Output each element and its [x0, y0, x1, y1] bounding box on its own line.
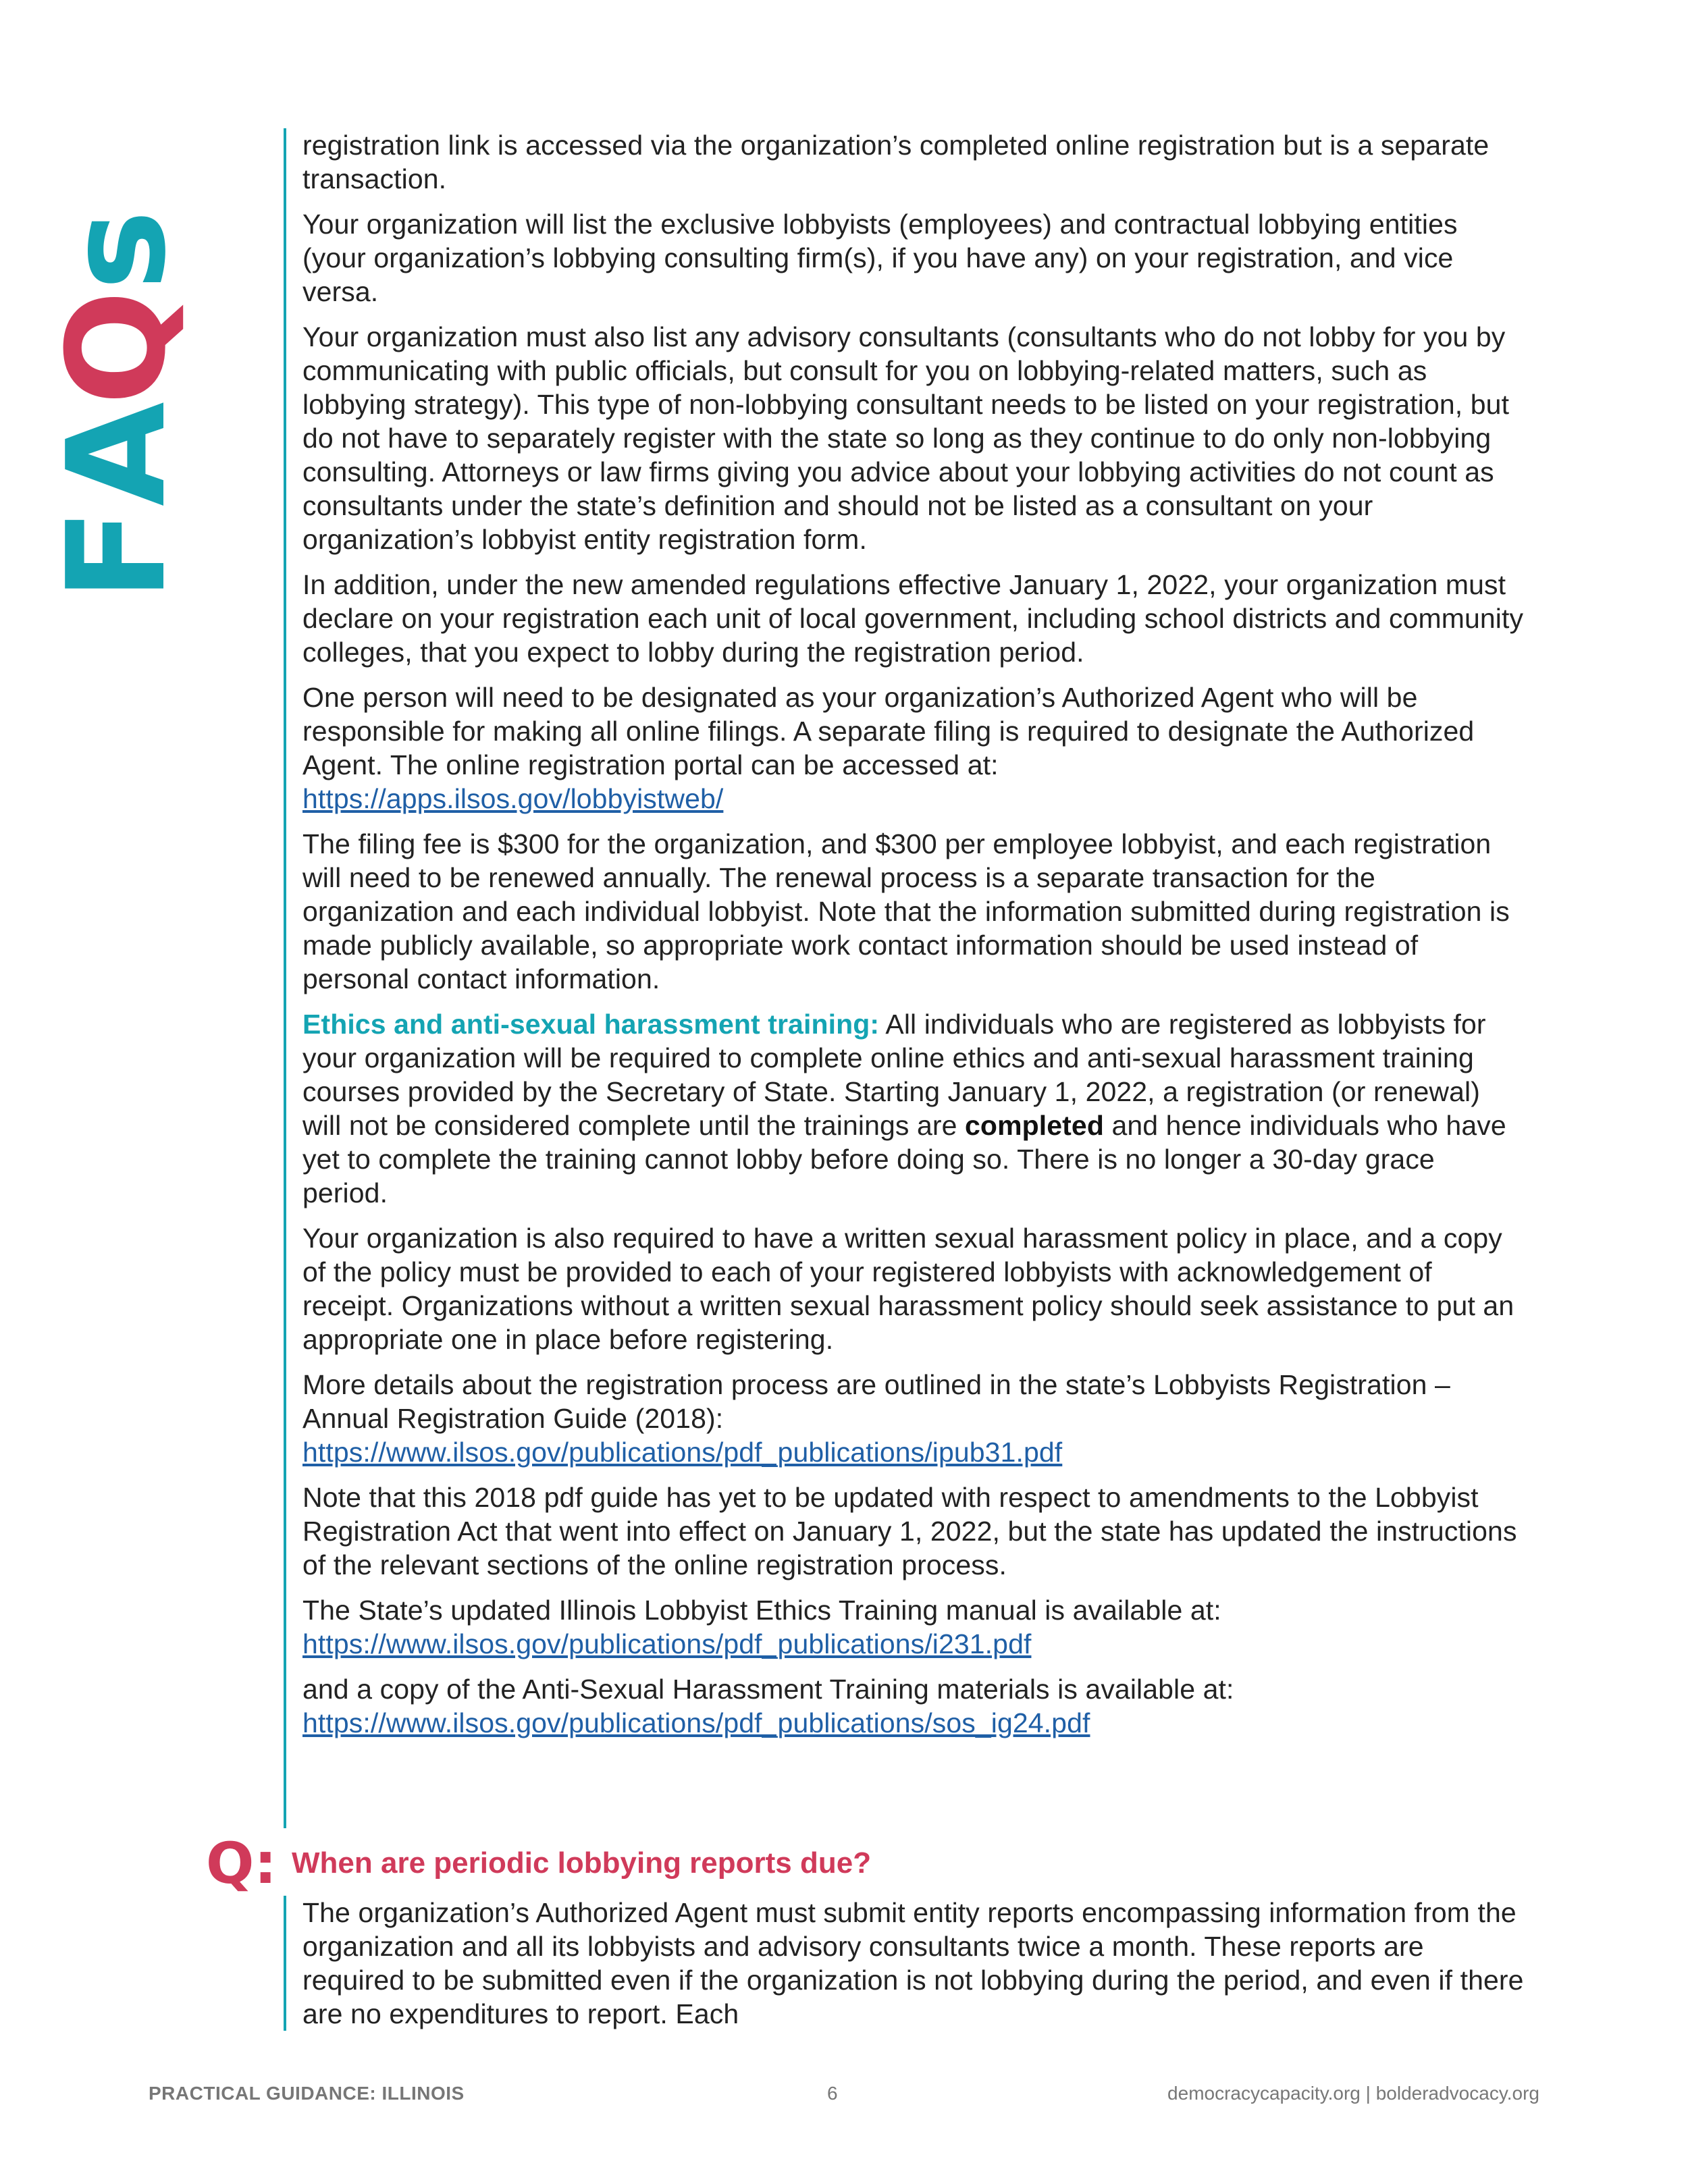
- footer-guide-title: PRACTICAL GUIDANCE: ILLINOIS: [149, 2083, 465, 2104]
- paragraph-registration-guide: [302, 1368, 1526, 1469]
- paragraph-ethics-training: [302, 1007, 1526, 1210]
- paragraph-filing-fee: The filing fee is $300 for the organization, and $300 per employee lobbyist, and each registration will need to be renewed annually. The renewal process is a separate transaction for the organization and each individual lobbyist. Note that the information submitted during registration is made publicly available, so appropriate work contact information should be used instead of personal contact information.: [302, 828, 1510, 994]
- ethics-manual-link[interactable]: https://www.ilsos.gov/publications/pdf_publications/i231.pdf: [302, 1628, 1032, 1659]
- authorized-agent-text: One person will need to be designated as your organization’s Authorized Agent who will be responsible for making all online filings. A separate filing is required to designate the Authorized Agent. The online registration portal can be accessed at:: [302, 682, 1475, 780]
- answer-block-reports: [284, 1896, 1526, 2031]
- faqs-letter-q: Q: [38, 290, 196, 405]
- question-text: When are periodic lobbying reports due?: [292, 1846, 872, 1880]
- footer-page-number: 6: [827, 2083, 838, 2104]
- registration-guide-text: More details about the registration process are outlined in the state’s Lobbyists Registration – Annual Registration Guide (2018):: [302, 1369, 1450, 1434]
- footer-websites: democracycapacity.org | bolderadvocacy.org: [1167, 2083, 1539, 2104]
- ethics-manual-text: The State’s updated Illinois Lobbyist Ethics Training manual is available at:: [302, 1595, 1221, 1626]
- question-heading: [206, 1830, 872, 1896]
- paragraph-authorized-agent: [302, 681, 1526, 816]
- paragraph-ethics-manual: [302, 1593, 1526, 1661]
- paragraph-harassment-materials: [302, 1672, 1526, 1740]
- answer-block-registration: [284, 128, 1526, 1828]
- faqs-title-graphic: [38, 128, 196, 601]
- paragraph-lobbyists-list: Your organization will list the exclusive lobbyists (employees) and contractual lobbying entities (your organization’s lobbying consulting firm(s), if you have any) on your registration, and vice versa.: [302, 209, 1458, 307]
- harassment-materials-link[interactable]: https://www.ilsos.gov/publications/pdf_publications/sos_ig24.pdf: [302, 1707, 1090, 1738]
- page-footer: [149, 2083, 1539, 2110]
- faqs-vertical-title: [38, 128, 196, 601]
- paragraph-guide-note: Note that this 2018 pdf guide has yet to be updated with respect to amendments to the Lobbyist Registration Act that went into effect on January 1, 2022, but the state has updated the instructions of the relevant sections of the online registration process.: [302, 1482, 1517, 1580]
- ethics-training-text-b: and hence individuals who have yet to complete the training cannot lobby before doing so. There is no longer a 30-day grace period.: [302, 1110, 1506, 1208]
- ethics-training-bold: completed: [965, 1110, 1104, 1141]
- ethics-training-heading: Ethics and anti-sexual harassment training:: [302, 1009, 880, 1040]
- paragraph-local-government: In addition, under the new amended regulations effective January 1, 2022, your organization must declare on your registration each unit of local government, including school districts and community colleges, that you expect to lobby during the registration period.: [302, 569, 1524, 668]
- harassment-materials-text: and a copy of the Anti-Sexual Harassment Training materials is available at:: [302, 1674, 1234, 1705]
- ethics-training-text-a: All individuals who are registered as lobbyists for your organization will be required to complete online ethics and anti-sexual harassment training courses provided by the Secretary of State. Starting January 1, 2022, a registration (or renewal) will not be considered complete until the trainings are: [302, 1009, 1486, 1141]
- faqs-letter-a: A: [38, 402, 196, 506]
- paragraph-registration-link: registration link is accessed via the organization’s completed online registration but is a separate transaction.: [302, 130, 1489, 194]
- lobbyist-portal-link[interactable]: https://apps.ilsos.gov/lobbyistweb/: [302, 783, 724, 814]
- paragraph-entity-reports: The organization’s Authorized Agent must submit entity reports encompassing information from the organization and all its lobbyists and advisory consultants twice a month. These reports are required to be submitted even if the organization is not lobbying during the period, and even if there are no expenditures to report. Each: [302, 1897, 1524, 2029]
- faqs-letter-s: s: [38, 209, 196, 290]
- question-mark-label: Q:: [206, 1830, 277, 1896]
- faqs-letter-f: F: [38, 508, 196, 601]
- paragraph-advisory-consultants: Your organization must also list any advisory consultants (consultants who do not lobby for you by communicating with public officials, but consult for you on lobbying-related matters, such as lobbying strategy). This type of non-lobbying consultant needs to be listed on your registration, but do not have to separately register with the state so long as they continue to do only non-lobbying consulting. Attorneys or law firms giving you advice about your lobbying activities do not count as consultants under the state’s definition and should not be listed as a consultant on your organization’s lobbyist entity registration form.: [302, 321, 1510, 555]
- registration-guide-link[interactable]: https://www.ilsos.gov/publications/pdf_publications/ipub31.pdf: [302, 1437, 1063, 1468]
- paragraph-harassment-policy: Your organization is also required to have a written sexual harassment policy in place, and a copy of the policy must be provided to each of your registered lobbyists with acknowledgement of receipt. Organizations without a written sexual harassment policy should seek assistance to put an appropriate one in place before registering.: [302, 1223, 1514, 1355]
